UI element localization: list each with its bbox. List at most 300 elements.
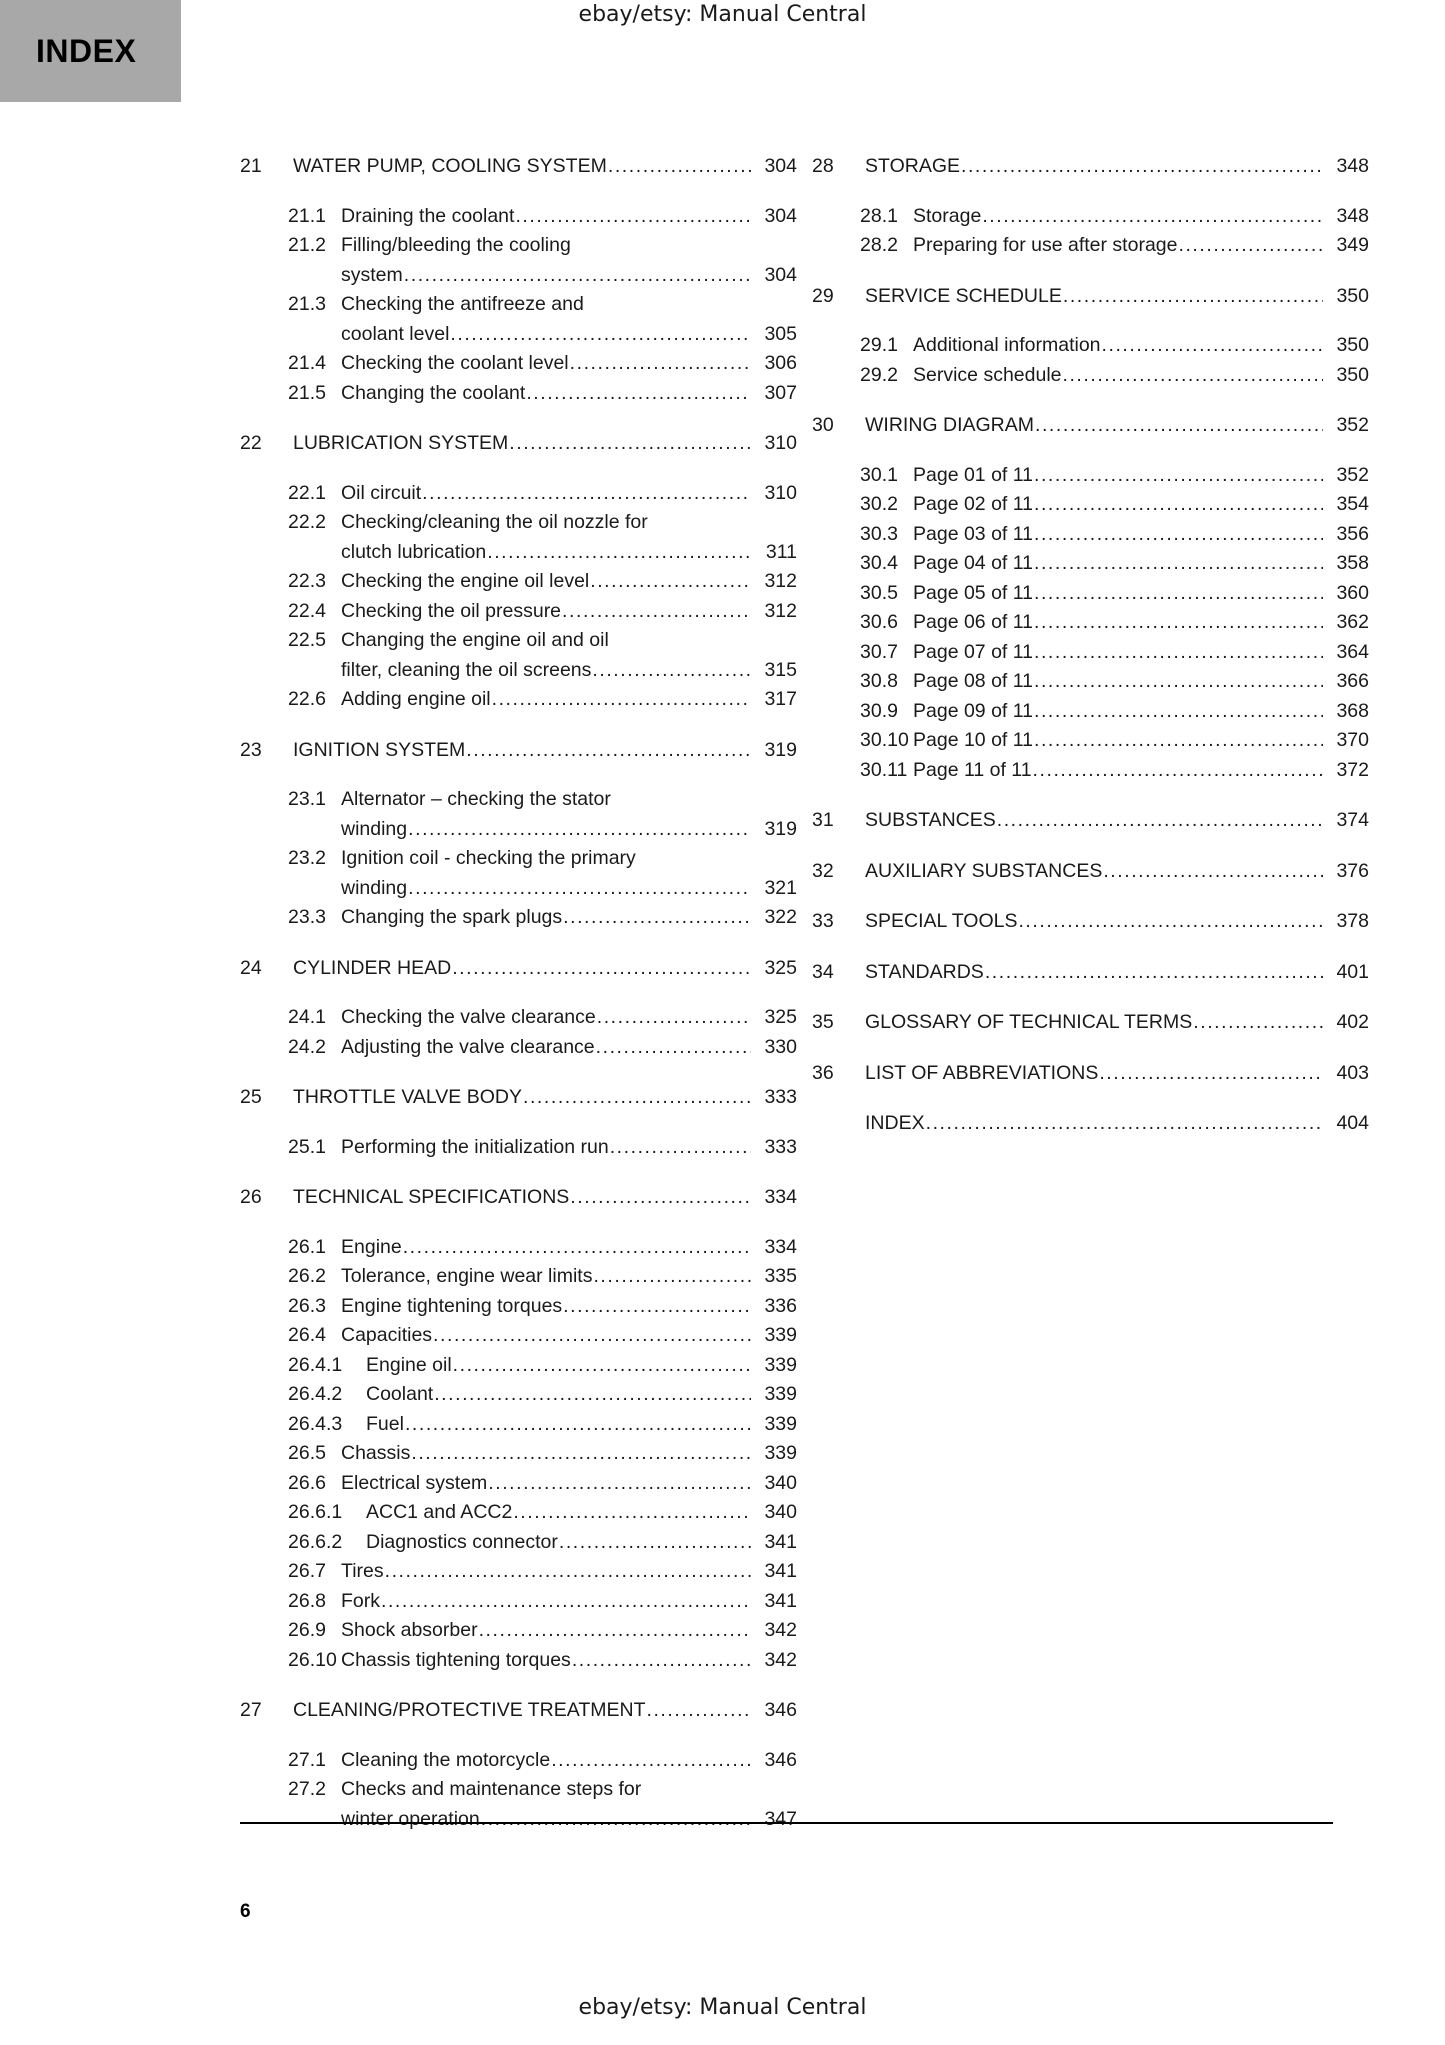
toc-entry-page: 376 [1336, 859, 1369, 882]
toc-entry-number: 28.2 [860, 234, 898, 256]
toc-entry-title-block [913, 202, 1369, 232]
toc-entry[interactable] [240, 479, 797, 509]
toc-entry-page: 348 [1336, 155, 1369, 177]
toc-entry-title: Page 01 of 11 [913, 463, 1033, 486]
toc-entry-number: 26.4.1 [288, 1353, 343, 1376]
toc-entry[interactable] [240, 1410, 797, 1440]
toc-entry-title-block [341, 567, 797, 597]
toc-entry-title: SPECIAL TOOLS [865, 910, 1018, 932]
toc-entry-title: Page 08 of 11 [913, 670, 1033, 692]
toc-entry-title-block [293, 1696, 797, 1726]
toc-entry-page: 304 [764, 204, 797, 227]
toc-entry-page: 319 [764, 738, 797, 761]
toc-leader-dots [1034, 697, 1323, 727]
toc-entry-title-block [366, 1410, 797, 1440]
watermark-top: ebay/etsy: Manual Central [578, 2, 867, 27]
toc-entry[interactable] [812, 638, 1369, 668]
toc-entry[interactable] [812, 282, 1369, 312]
toc-entry[interactable] [240, 1033, 797, 1063]
toc-entry-number: 30.5 [860, 581, 898, 604]
toc-entry[interactable] [240, 349, 797, 379]
toc-entry[interactable] [812, 152, 1369, 182]
toc-entry[interactable] [240, 626, 797, 685]
toc-entry-page: 334 [764, 1186, 797, 1208]
toc-entry-title: Diagnostics connector [366, 1530, 558, 1553]
toc-entry-number: 23.1 [288, 788, 326, 810]
toc-entry-number: 26.1 [288, 1235, 326, 1258]
toc-entry-title-block [341, 844, 797, 903]
toc-entry-page: 378 [1336, 910, 1369, 932]
toc-entry[interactable] [812, 697, 1369, 727]
toc-entry[interactable] [240, 290, 797, 349]
toc-entry-page: 350 [1336, 284, 1369, 307]
toc-entry-number: 24.2 [288, 1035, 326, 1058]
toc-entry-page: 333 [764, 1135, 797, 1158]
toc-entry[interactable] [240, 1696, 797, 1726]
toc-entry-title-block [341, 1133, 797, 1163]
toc-leader-dots [488, 1469, 751, 1499]
toc-entry-title-block [341, 1033, 797, 1063]
toc-entry-title-block [913, 697, 1369, 727]
toc-entry[interactable] [812, 1109, 1369, 1139]
toc-entry-title-block [913, 667, 1369, 697]
toc-entry-number: 26.4 [288, 1324, 326, 1346]
toc-entry[interactable] [812, 857, 1369, 887]
toc-entry[interactable] [240, 1003, 797, 1033]
toc-entry-title-block [293, 429, 797, 459]
toc-entry-title-block [865, 1109, 1369, 1139]
toc-entry[interactable] [812, 520, 1369, 550]
toc-leader-dots [1034, 667, 1323, 697]
toc-entry-title: Chassis tightening torques [341, 1648, 571, 1671]
toc-entry[interactable] [240, 844, 797, 903]
toc-entry[interactable] [812, 726, 1369, 756]
toc-entry-title-block [341, 1233, 797, 1263]
toc-leader-dots [1063, 282, 1323, 312]
toc-leader-dots [403, 1233, 751, 1263]
toc-entry-title-block [341, 1646, 797, 1676]
toc-entry-page: 310 [764, 432, 797, 454]
toc-entry-page: 362 [1336, 611, 1369, 633]
toc-leader-dots [592, 656, 751, 686]
toc-entry[interactable] [240, 508, 797, 567]
toc-entry-page: 347 [764, 1807, 797, 1830]
toc-entry[interactable] [240, 1133, 797, 1163]
toc-entry-page: 340 [764, 1501, 797, 1523]
toc-leader-dots [381, 1587, 751, 1617]
toc-entry-title: Checking the valve clearance [341, 1006, 596, 1028]
toc-leader-dots [563, 1292, 751, 1322]
toc-entry-title: Additional information [913, 334, 1101, 356]
toc-entry-title-block [293, 152, 797, 182]
toc-leader-dots [515, 202, 751, 232]
toc-entry-page: 340 [764, 1471, 797, 1494]
toc-entry-title: GLOSSARY OF TECHNICAL TERMS [865, 1011, 1193, 1033]
toc-entry[interactable] [812, 667, 1369, 697]
toc-entry-title-block [341, 1003, 797, 1033]
toc-entry-title-block [865, 411, 1369, 441]
toc-leader-dots [492, 685, 751, 715]
toc-entry-number: 26.2 [288, 1265, 326, 1287]
toc-entry-title-block [366, 1528, 797, 1558]
toc-entry[interactable] [240, 1775, 797, 1834]
toc-entry[interactable] [240, 1616, 797, 1646]
toc-entry-number: 26.4.3 [288, 1412, 343, 1435]
toc-entry-title-block [865, 282, 1369, 312]
toc-entry-page: 368 [1336, 699, 1369, 722]
toc-entry-title: Adding engine oil [341, 688, 491, 710]
toc-entry-title: Fuel [366, 1412, 404, 1435]
toc-leader-dots [1035, 411, 1323, 441]
toc-leader-dots [926, 1109, 1323, 1139]
toc-leader-dots [453, 1351, 751, 1381]
toc-entry-number: 30.2 [860, 493, 898, 515]
toc-entry-title: Checks and maintenance steps for [341, 1778, 642, 1800]
toc-entry-number: 30.4 [860, 552, 898, 574]
toc-entry-title: Alternator – checking the stator [341, 788, 611, 810]
toc-entry-title: WATER PUMP, COOLING SYSTEM [293, 155, 607, 177]
toc-entry-page: 304 [764, 263, 797, 286]
toc-entry[interactable] [812, 756, 1369, 786]
toc-entry-number: 21.4 [288, 352, 326, 374]
toc-leader-dots [434, 1380, 751, 1410]
toc-entry-page: 305 [764, 322, 797, 345]
toc-entry-title-block [913, 361, 1369, 391]
toc-entry-page: 341 [764, 1589, 797, 1612]
toc-entry-page: 304 [764, 155, 797, 177]
toc-entry[interactable] [812, 231, 1369, 261]
toc-entry[interactable] [240, 231, 797, 290]
toc-entry[interactable] [812, 579, 1369, 609]
toc-entry-number: 26.5 [288, 1442, 326, 1464]
toc-leader-dots [1034, 490, 1323, 520]
toc-entry-title: AUXILIARY SUBSTANCES [865, 859, 1103, 882]
toc-entry-title: Checking the engine oil level [341, 570, 590, 592]
toc-entry-page: 319 [764, 817, 797, 840]
toc-entry[interactable] [240, 1292, 797, 1322]
toc-entry-title-block [341, 785, 797, 844]
toc-entry[interactable] [240, 1646, 797, 1676]
toc-entry[interactable] [240, 903, 797, 933]
toc-entry-title: Chassis [341, 1442, 411, 1464]
toc-entry-title-block [913, 756, 1369, 786]
toc-leader-dots [610, 1133, 751, 1163]
toc-entry-title: Tolerance, engine wear limits [341, 1265, 593, 1287]
toc-entry-number: 30.1 [860, 463, 898, 486]
toc-entry[interactable] [812, 1059, 1369, 1089]
toc-entry-number: 26.4.2 [288, 1383, 343, 1405]
toc-entry[interactable] [240, 1183, 797, 1213]
toc-entry-title: Draining the coolant [341, 204, 515, 227]
toc-entry-title: Changing the engine oil and oil [341, 629, 609, 651]
toc-entry-page: 339 [764, 1383, 797, 1405]
toc-entry-title: Electrical system [341, 1471, 488, 1494]
toc-entry-title: Preparing for use after storage [913, 234, 1178, 256]
toc-entry-number: 22.3 [288, 570, 326, 592]
toc-leader-dots [487, 538, 751, 568]
watermark-bottom: ebay/etsy: Manual Central [578, 1995, 867, 2020]
toc-entry-title-block [341, 1262, 797, 1292]
toc-entry-number: 23.2 [288, 847, 326, 869]
toc-entry-title-block [341, 379, 797, 409]
toc-entry-page: 360 [1336, 581, 1369, 604]
toc-leader-dots [523, 1083, 751, 1113]
toc-entry-title-block [293, 1083, 797, 1113]
toc-entry[interactable] [240, 1746, 797, 1776]
toc-entry-title-block [366, 1380, 797, 1410]
toc-entry-title-block [913, 231, 1369, 261]
toc-leader-dots [479, 1616, 751, 1646]
toc-entry-page: 342 [764, 1619, 797, 1641]
toc-entry[interactable] [240, 1233, 797, 1263]
toc-leader-dots [1034, 726, 1323, 756]
toc-entry-title-block [293, 954, 797, 984]
toc-entry-title: LIST OF ABBREVIATIONS [865, 1061, 1099, 1084]
toc-entry-number: 26.6.1 [288, 1501, 343, 1523]
toc-entry[interactable] [240, 1498, 797, 1528]
toc-entry-title: Capacities [341, 1324, 433, 1346]
toc-entry-title: Page 04 of 11 [913, 552, 1033, 574]
toc-entry-page: 341 [764, 1530, 797, 1553]
toc-entry-title: STANDARDS [865, 960, 984, 983]
toc-entry-title-block [341, 685, 797, 715]
toc-entry-title-block [865, 806, 1369, 836]
toc-entry-title-block [341, 349, 797, 379]
toc-entry-title: Engine oil [366, 1353, 452, 1376]
toc-leader-dots [513, 1498, 751, 1528]
toc-entry-number: 30.10 [860, 729, 909, 751]
toc-entry-page: 341 [764, 1560, 797, 1582]
toc-entry-number: 23.3 [288, 906, 326, 928]
toc-entry-title-block [913, 331, 1369, 361]
toc-leader-dots [408, 874, 751, 904]
toc-entry-title-block [865, 152, 1369, 182]
toc-entry-title-block [865, 1008, 1369, 1038]
toc-entry[interactable] [240, 567, 797, 597]
toc-entry[interactable] [812, 490, 1369, 520]
toc-entry-title: Page 06 of 11 [913, 611, 1033, 633]
toc-entry-page: 306 [764, 352, 797, 374]
toc-entry-page: 372 [1336, 758, 1369, 781]
toc-entry-page: 346 [764, 1699, 797, 1721]
toc-entry[interactable] [240, 1083, 797, 1113]
toc-entry-number: 26.8 [288, 1589, 326, 1612]
toc-entry-number: 30.7 [860, 640, 898, 663]
toc-entry-page: 312 [764, 599, 797, 622]
toc-entry-number: 26.6 [288, 1471, 326, 1494]
toc-entry-title-block [865, 1059, 1369, 1089]
toc-entry[interactable] [240, 1469, 797, 1499]
toc-entry-page: 311 [765, 540, 797, 563]
toc-entry-title-block [341, 1321, 797, 1351]
toc-entry-title: Page 11 of 11 [913, 758, 1032, 781]
toc-leader-dots [570, 1183, 751, 1213]
toc-entry-title-block [341, 1616, 797, 1646]
toc-entry-title-continued: winter operation [341, 1807, 480, 1830]
toc-entry-page: 336 [764, 1294, 797, 1317]
toc-entry-title: TECHNICAL SPECIFICATIONS [293, 1186, 570, 1208]
toc-entry-number: 22 [240, 432, 262, 454]
toc-entry[interactable] [812, 549, 1369, 579]
toc-entry-page: 366 [1336, 670, 1369, 692]
toc-entry-number: 30.3 [860, 522, 898, 545]
toc-leader-dots [1034, 579, 1323, 609]
toc-entry-title: Changing the spark plugs [341, 906, 563, 928]
toc-entry-title: Storage [913, 204, 982, 227]
toc-entry-page: 307 [764, 381, 797, 404]
toc-entry-title-block [366, 1351, 797, 1381]
footer-rule [240, 1822, 1333, 1824]
toc-entry-title: Performing the initialization run [341, 1135, 609, 1158]
toc-entry[interactable] [240, 736, 797, 766]
toc-entry[interactable] [812, 411, 1369, 441]
toc-leader-dots [572, 1646, 751, 1676]
toc-entry[interactable] [812, 608, 1369, 638]
toc-entry-number: 29.1 [860, 334, 898, 356]
toc-entry-page: 317 [764, 688, 797, 710]
toc-entry-title-block [913, 520, 1369, 550]
toc-entry-number: 26 [240, 1186, 262, 1208]
toc-leader-dots [570, 349, 751, 379]
toc-entry[interactable] [240, 1587, 797, 1617]
toc-entry-title: Checking the antifreeze and [341, 293, 584, 315]
toc-leader-dots [422, 479, 751, 509]
toc-entry[interactable] [812, 361, 1369, 391]
toc-entry[interactable] [240, 954, 797, 984]
toc-entry-number: 32 [812, 859, 834, 882]
toc-entry-page: 404 [1336, 1112, 1369, 1134]
toc-leader-dots [408, 815, 751, 845]
toc-entry-number: 33 [812, 910, 834, 932]
toc-entry-title-continued: coolant level [341, 322, 450, 345]
toc-entry-title: SERVICE SCHEDULE [865, 284, 1062, 307]
toc-leader-dots [481, 1805, 751, 1835]
toc-entry-title-continued: system [341, 263, 403, 286]
toc-entry-number: 22.2 [288, 511, 326, 533]
toc-entry-page: 330 [764, 1035, 797, 1058]
toc-entry-title: Page 07 of 11 [913, 640, 1033, 663]
toc-entry-page: 403 [1336, 1061, 1369, 1084]
toc-entry-title-block [341, 479, 797, 509]
toc-entry-number: 26.3 [288, 1294, 326, 1317]
toc-entry-page: 401 [1336, 960, 1369, 983]
toc-entry-title: Engine [341, 1235, 402, 1258]
toc-leader-dots [1099, 1059, 1323, 1089]
toc-entry-number: 26.6.2 [288, 1530, 343, 1553]
toc-leader-dots [593, 1262, 751, 1292]
toc-entry[interactable] [240, 1528, 797, 1558]
toc-entry-title: Page 09 of 11 [913, 699, 1033, 722]
toc-entry-title: Coolant [366, 1383, 434, 1405]
toc-entry[interactable] [240, 1557, 797, 1587]
toc-entry[interactable] [240, 1321, 797, 1351]
toc-entry[interactable] [240, 152, 797, 182]
toc-entry[interactable] [812, 958, 1369, 988]
toc-entry[interactable] [240, 1262, 797, 1292]
toc-entry-number: 35 [812, 1011, 834, 1033]
toc-entry-number: 27.1 [288, 1748, 326, 1771]
toc-entry[interactable] [240, 597, 797, 627]
toc-entry[interactable] [240, 1380, 797, 1410]
toc-entry[interactable] [240, 379, 797, 409]
toc-leader-dots [1033, 756, 1323, 786]
toc-entry-title: Page 10 of 11 [913, 729, 1033, 751]
toc-entry-title-block [913, 490, 1369, 520]
toc-entry-title-block [341, 1587, 797, 1617]
toc-entry-page: 346 [764, 1748, 797, 1771]
toc-entry[interactable] [240, 785, 797, 844]
toc-entry[interactable] [812, 331, 1369, 361]
toc-entry-page: 312 [764, 570, 797, 592]
toc-entry-title-block [341, 626, 797, 685]
toc-entry[interactable] [240, 1439, 797, 1469]
toc-entry-title-block [341, 508, 797, 567]
toc-entry[interactable] [812, 1008, 1369, 1038]
toc-entry-number: 30.6 [860, 611, 898, 633]
toc-entry-title: Page 05 of 11 [913, 581, 1033, 604]
toc-entry-page: 348 [1336, 204, 1369, 227]
toc-entry-page: 333 [764, 1086, 797, 1108]
toc-entry-title-block [341, 597, 797, 627]
toc-entry-page: 325 [764, 1006, 797, 1028]
toc-entry[interactable] [240, 1351, 797, 1381]
toc-entry-title: Checking the oil pressure [341, 599, 562, 622]
toc-entry-number: 22.6 [288, 688, 326, 710]
toc-leader-dots [1034, 608, 1323, 638]
toc-entry-page: 325 [764, 956, 797, 979]
toc-entry-page: 358 [1336, 552, 1369, 574]
toc-entry-number: 27.2 [288, 1778, 326, 1800]
toc-entry-title: Engine tightening torques [341, 1294, 563, 1317]
toc-entry[interactable] [240, 429, 797, 459]
toc-entry-title-block [865, 857, 1369, 887]
toc-entry[interactable] [812, 202, 1369, 232]
toc-entry-title: Oil circuit [341, 481, 422, 504]
toc-entry-title-block [293, 1183, 797, 1213]
toc-entry-number: 21.3 [288, 293, 326, 315]
toc-entry[interactable] [812, 907, 1369, 937]
toc-entry[interactable] [240, 685, 797, 715]
toc-entry-title: LUBRICATION SYSTEM [293, 432, 509, 454]
toc-entry-title: Page 03 of 11 [913, 522, 1033, 545]
toc-entry[interactable] [812, 806, 1369, 836]
toc-leader-dots [509, 429, 751, 459]
toc-entry-page: 402 [1336, 1011, 1369, 1033]
toc-entry-page: 310 [764, 481, 797, 504]
toc-leader-dots [1103, 857, 1323, 887]
toc-entry-number: 21.1 [288, 204, 326, 227]
toc-entry-title-block [341, 1557, 797, 1587]
toc-entry[interactable] [812, 461, 1369, 491]
toc-entry-number: 29 [812, 284, 834, 307]
toc-entry-title: Service schedule [913, 363, 1062, 386]
toc-entry-title-block [341, 1439, 797, 1469]
toc-leader-dots [1018, 907, 1323, 937]
toc-leader-dots [433, 1321, 751, 1351]
toc-entry[interactable] [240, 202, 797, 232]
toc-entry-title: Checking the coolant level [341, 352, 569, 374]
toc-entry-title: Checking/cleaning the oil nozzle for [341, 511, 648, 533]
toc-entry-title-block [341, 202, 797, 232]
toc-leader-dots [450, 320, 751, 350]
toc-column-left [240, 152, 797, 1834]
toc-entry-number: 22.4 [288, 599, 326, 622]
toc-entry-title-block [865, 958, 1369, 988]
toc-entry-title-block [366, 1498, 797, 1528]
toc-entry-page: 339 [764, 1324, 797, 1346]
toc-entry-title-block [341, 1469, 797, 1499]
toc-leader-dots [526, 379, 751, 409]
